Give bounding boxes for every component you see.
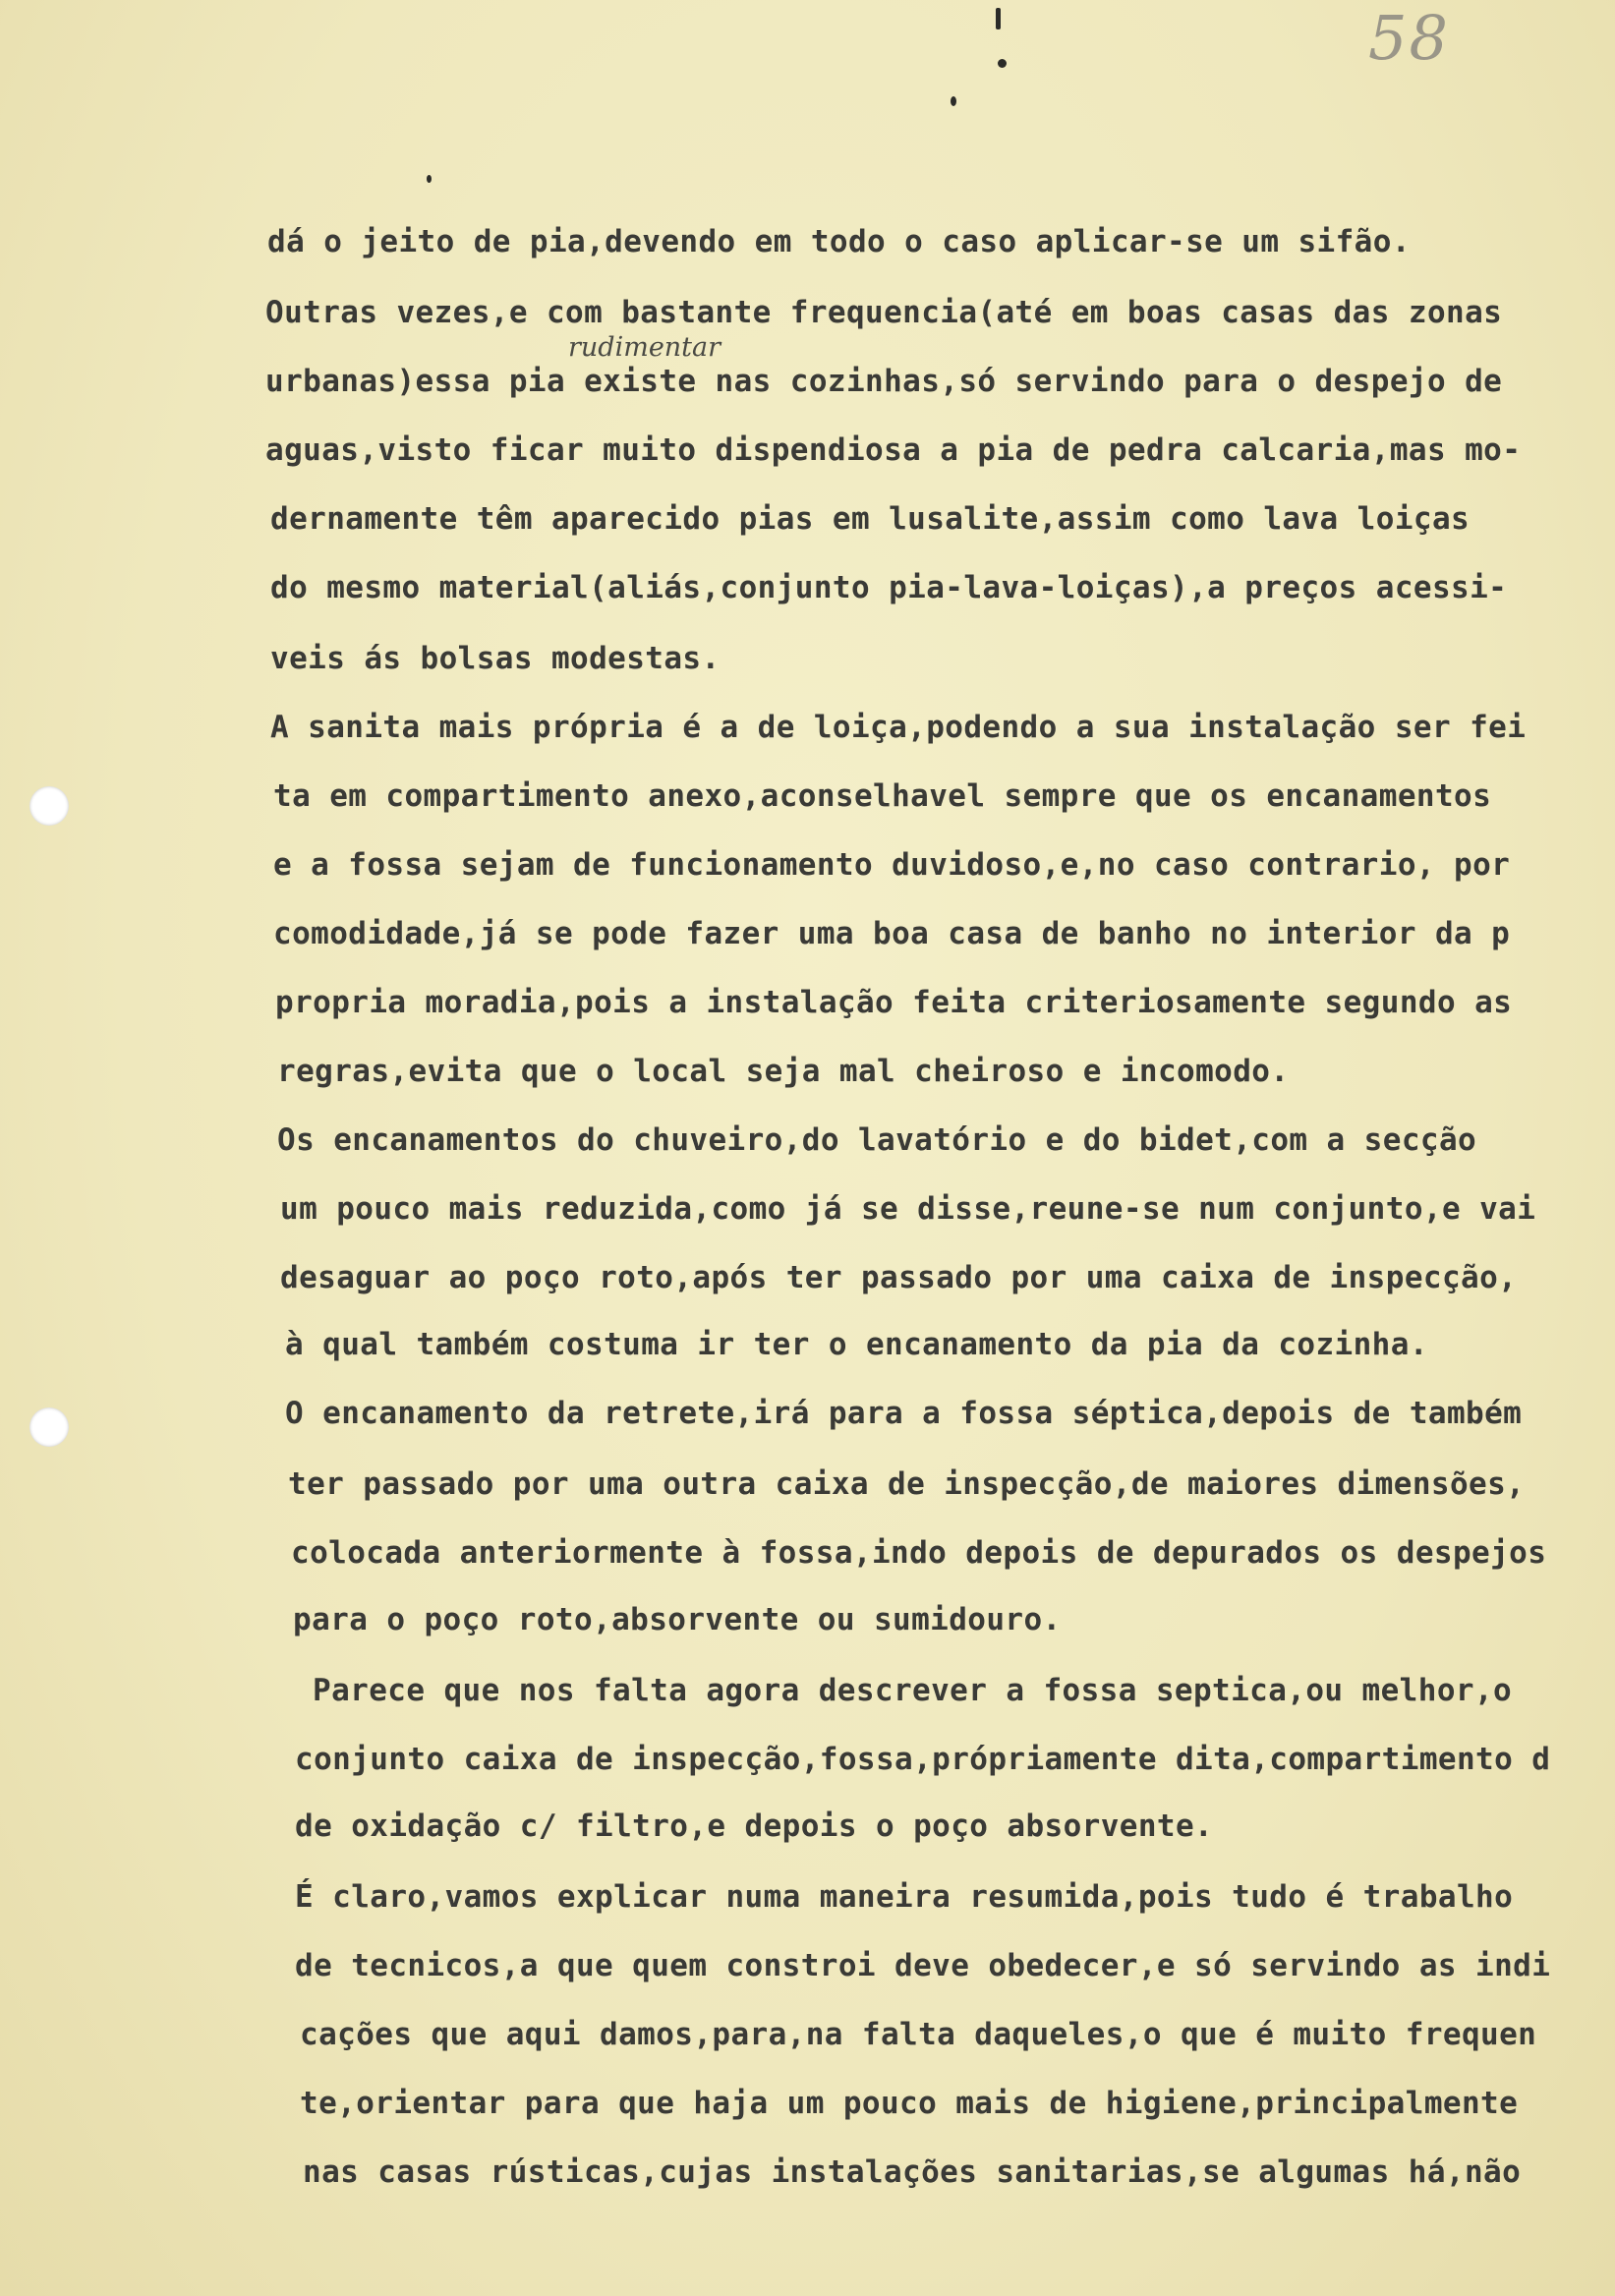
text-line: comodidade,já se pode fazer uma boa casa de banho no interior da p <box>273 916 1511 951</box>
text-line: nas casas rústicas,cujas instalações sanitarias,se algumas há,não <box>303 2154 1522 2190</box>
text-line: de oxidação c/ filtro,e depois o poço absorvente. <box>295 1808 1214 1844</box>
page-number: 58 <box>1368 2 1450 74</box>
text-line: aguas,visto ficar muito dispendiosa a pia de pedra calcaria,mas mo- <box>265 432 1522 468</box>
text-line: dernamente têm aparecido pias em lusalite,assim como lava loiças <box>270 501 1471 537</box>
text-line: Os encanamentos do chuveiro,do lavatório e do bidet,com a secção <box>277 1122 1477 1158</box>
ink-mark <box>996 8 1001 29</box>
ink-mark <box>951 96 956 106</box>
handwritten-annotation: rudimentar <box>568 332 721 363</box>
text-line: ta em compartimento anexo,aconselhavel sempre que os encanamentos <box>273 778 1492 814</box>
ink-mark <box>998 59 1007 68</box>
text-line: e a fossa sejam de funcionamento duvidoso,e,no caso contrario, por <box>273 847 1511 883</box>
text-line: te,orientar para que haja um pouco mais de higiene,principalmente <box>300 2086 1519 2121</box>
text-line: de tecnicos,a que quem constroi deve obedecer,e só servindo as indi <box>295 1948 1551 1983</box>
text-line: Parece que nos falta agora descrever a fossa septica,ou melhor,o <box>313 1673 1513 1708</box>
text-line: urbanas)essa pia existe nas cozinhas,só servindo para o despejo de <box>265 364 1503 399</box>
text-line: A sanita mais própria é a de loiça,podendo a sua instalação ser fei <box>270 710 1527 745</box>
text-line: É claro,vamos explicar numa maneira resumida,pois tudo é trabalho <box>295 1879 1514 1915</box>
punch-hole <box>29 1407 69 1447</box>
text-line: do mesmo material(aliás,conjunto pia-lava-loiças),a preços acessi- <box>270 570 1508 605</box>
text-line: O encanamento da retrete,irá para a fossa séptica,depois de também <box>285 1396 1523 1431</box>
text-line: propria moradia,pois a instalação feita criteriosamente segundo as <box>275 985 1513 1020</box>
text-line: veis ás bolsas modestas. <box>270 641 721 676</box>
text-line: desaguar ao poço roto,após ter passado por uma caixa de inspecção, <box>280 1260 1518 1295</box>
ink-mark <box>427 175 432 183</box>
text-line: regras,evita que o local seja mal cheiroso e incomodo. <box>277 1054 1290 1089</box>
text-line: um pouco mais reduzida,como já se disse,reune-se num conjunto,e vai <box>280 1191 1536 1227</box>
text-line: conjunto caixa de inspecção,fossa,própriamente dita,compartimento d <box>295 1742 1551 1777</box>
punch-hole <box>29 786 69 826</box>
text-line: para o poço roto,absorvente ou sumidouro. <box>293 1602 1062 1637</box>
text-line: colocada anteriormente à fossa,indo depois de depurados os despejos <box>291 1535 1547 1571</box>
text-line: à qual também costuma ir ter o encanamento da pia da cozinha. <box>285 1327 1428 1362</box>
text-line: Outras vezes,e com bastante frequencia(até em boas casas das zonas <box>265 295 1503 330</box>
text-line: cações que aqui damos,para,na falta daqueles,o que é muito frequen <box>300 2017 1537 2052</box>
text-line: ter passado por uma outra caixa de inspecção,de maiores dimensões, <box>288 1466 1526 1502</box>
text-line: dá o jeito de pia,devendo em todo o caso aplicar-se um sifão. <box>267 224 1411 259</box>
